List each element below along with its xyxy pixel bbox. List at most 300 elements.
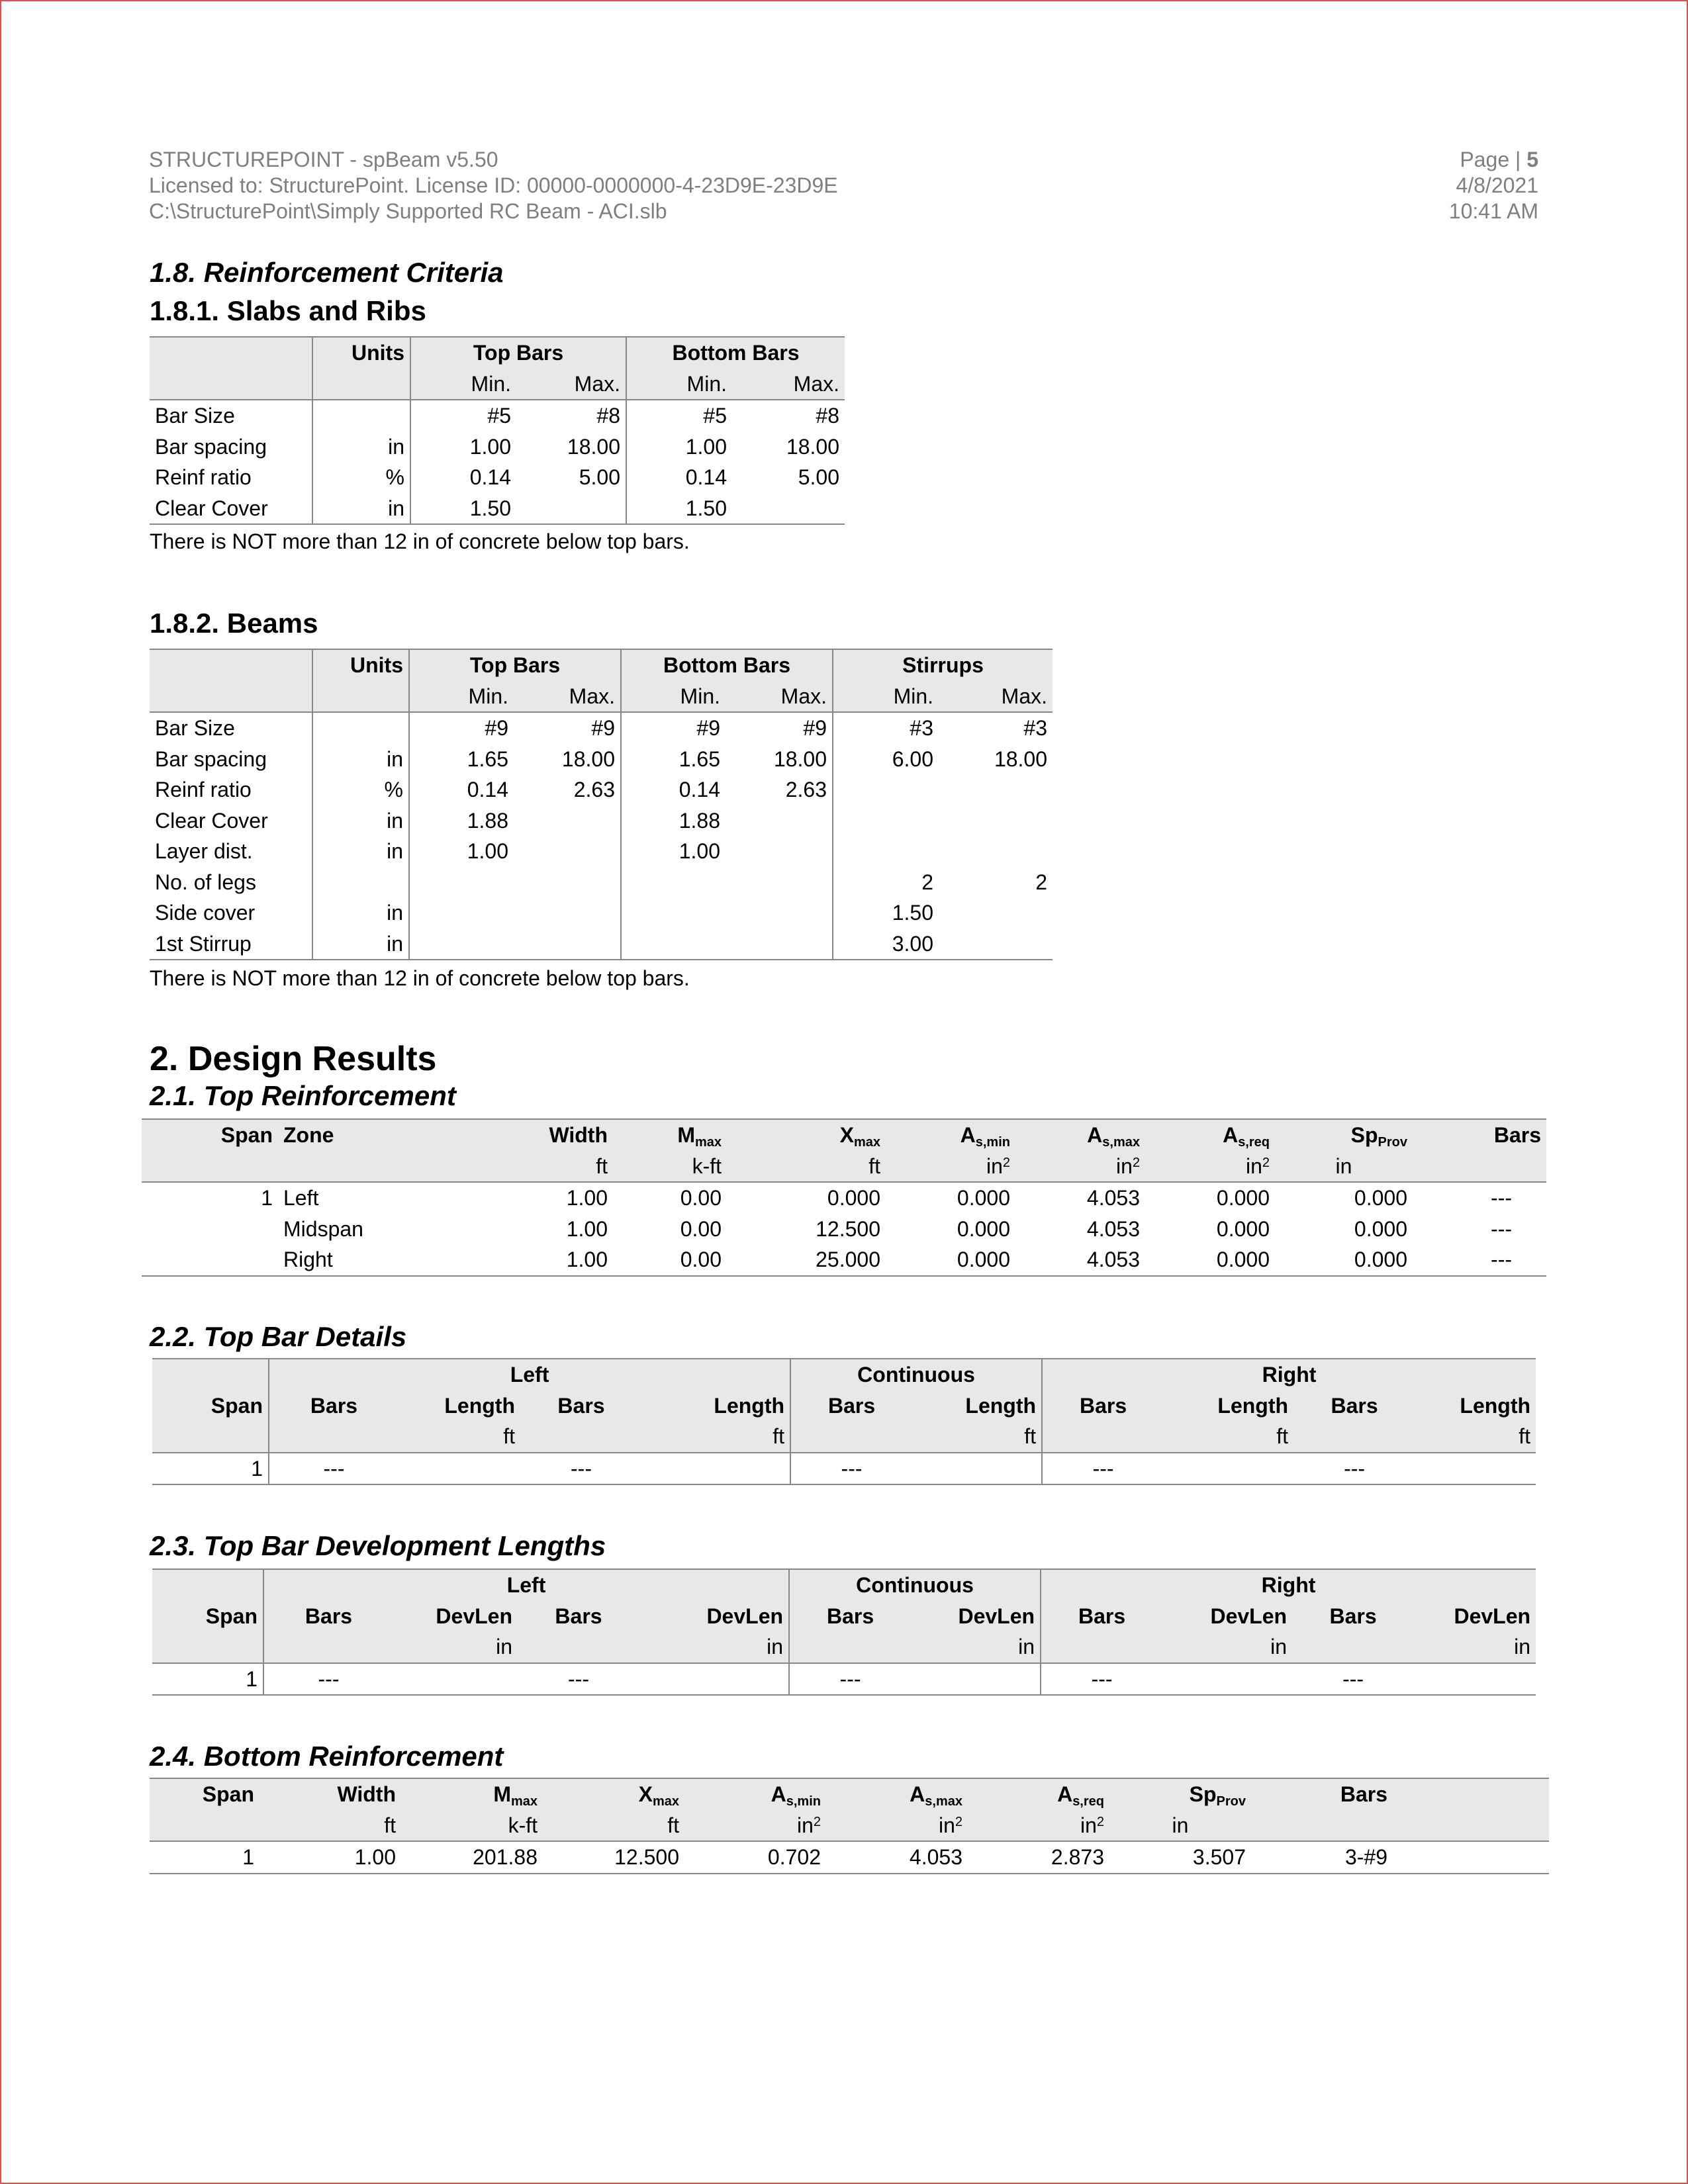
page-number: 5: [1526, 148, 1538, 171]
unit-cell: $in^2$: [1015, 1151, 1145, 1183]
unit-cell: $in^2$: [684, 1810, 826, 1842]
value-cell: 12.500: [816, 1216, 880, 1241]
section-title: 1.8. Reinforcement Criteria: [150, 257, 504, 288]
value-cell: [726, 805, 833, 837]
unit-cell: ft: [1415, 1421, 1536, 1453]
unit-cell: %: [312, 462, 410, 493]
value-cell: [642, 1453, 790, 1485]
value-cell: 1.00: [410, 432, 516, 463]
header-cell: [152, 1359, 269, 1390]
value-cell: 0.000: [827, 1186, 880, 1210]
value-cell: 0.000: [957, 1186, 1010, 1210]
value-cell: 0.000: [957, 1216, 1010, 1241]
header-cell: [1041, 1631, 1162, 1663]
header-cell: Zone: [278, 1119, 458, 1151]
value-cell: 2.63: [573, 778, 615, 802]
value-cell: 5.00: [579, 465, 620, 490]
value-cell: [726, 836, 833, 867]
header-cell: Bottom Bars: [621, 649, 833, 681]
value-cell: 0.14: [621, 774, 726, 805]
value-cell: [726, 897, 833, 929]
unit-cell: ft: [1164, 1421, 1293, 1453]
header-cell: Max.: [939, 681, 1053, 713]
document-header-right: [1449, 147, 1538, 224]
value-cell: #9: [803, 716, 827, 741]
value-cell: #8: [816, 404, 840, 428]
table-row: [150, 867, 1053, 898]
value-cell: ---: [790, 1453, 912, 1485]
section-title: 2. Design Results: [150, 1040, 437, 1078]
value-cell: 1.50: [410, 493, 516, 525]
span-cell: 1: [246, 1666, 258, 1691]
table-row: [150, 462, 845, 493]
value-cell: ---: [1491, 1248, 1512, 1272]
header-cell: [1292, 1631, 1414, 1663]
header-cell: Bars: [790, 1390, 912, 1422]
header-cell: [263, 1631, 393, 1663]
value-cell: 0.000: [1354, 1216, 1407, 1241]
value-cell: 4.053: [1086, 1248, 1140, 1272]
value-cell: [833, 774, 939, 805]
value-cell: 2: [833, 867, 939, 898]
value-cell: #3: [833, 712, 939, 744]
header-cell: $A_{s,req}$: [968, 1778, 1109, 1810]
table-row: [152, 1453, 1536, 1485]
value-cell: [399, 1453, 520, 1485]
header-cell: Min.: [626, 369, 732, 400]
header-cell: Min.: [833, 681, 939, 713]
header-cell: Width: [458, 1119, 613, 1151]
unit-cell: [1251, 1810, 1393, 1842]
header-cell: [278, 1151, 458, 1183]
header-cell: [1393, 1778, 1549, 1810]
value-cell: 0.000: [1354, 1248, 1407, 1272]
value-cell: #8: [596, 404, 620, 428]
value-cell: 1.88: [621, 805, 726, 837]
value-cell: 1.00: [354, 1845, 396, 1870]
header-date: 4/8/2021: [1456, 173, 1538, 197]
value-cell: [409, 929, 514, 960]
value-cell: ---: [269, 1453, 399, 1485]
header-cell: Min.: [621, 681, 726, 713]
header-cell: Units: [312, 337, 410, 369]
header-cell: Top Bars: [409, 649, 621, 681]
value-cell: 3.00: [833, 929, 939, 960]
value-cell: [939, 836, 1053, 867]
row-label: Clear Cover: [155, 808, 268, 833]
header-cell: [150, 369, 312, 400]
subsection-title: 1.8.1. Slabs and Ribs: [150, 295, 426, 326]
unit-cell: in: [639, 1631, 789, 1663]
header-program: STRUCTUREPOINT - spBeam v5.50: [149, 148, 498, 171]
header-cell: Span: [150, 1778, 259, 1810]
value-cell: 1.00: [566, 1186, 608, 1210]
unit-cell: in: [312, 432, 410, 463]
value-cell: [912, 1453, 1042, 1485]
header-cell: $A_{s,req}$: [1145, 1119, 1275, 1151]
unit-cell: ft: [727, 1151, 886, 1183]
value-cell: 1.65: [621, 744, 726, 775]
value-cell: [639, 1663, 789, 1696]
unit-cell: in: [312, 744, 409, 775]
value-cell: [621, 929, 726, 960]
unit-cell: ft: [399, 1421, 520, 1453]
header-cell: $A_{s,max}$: [826, 1778, 968, 1810]
value-cell: [393, 1663, 518, 1696]
value-cell: 0.14: [410, 462, 516, 493]
header-cell: $M_{max}$: [401, 1778, 543, 1810]
header-cell: [152, 1569, 263, 1601]
slabs-ribs-table: [150, 336, 845, 525]
header-cell: [1042, 1421, 1164, 1453]
span-cell: [142, 1244, 278, 1276]
value-cell: #5: [626, 400, 732, 432]
header-cell: DevLen: [1414, 1601, 1536, 1632]
table-note: There is NOT more than 12 in of concrete below top bars.: [150, 966, 690, 990]
value-cell: ---: [1491, 1216, 1512, 1241]
header-cell: Top Bars: [410, 337, 626, 369]
unit-cell: in: [312, 493, 410, 525]
value-cell: 0.00: [680, 1186, 722, 1210]
value-cell: 6.00: [833, 744, 939, 775]
table-row: [150, 897, 1053, 929]
value-cell: 1.88: [409, 805, 514, 837]
unit-cell: in: [1109, 1810, 1251, 1842]
value-cell: [726, 929, 833, 960]
header-cell: $X_{max}$: [727, 1119, 886, 1151]
header-cell: $A_{s,max}$: [1015, 1119, 1145, 1151]
value-cell: [514, 929, 621, 960]
value-cell: 2.63: [785, 778, 827, 802]
value-cell: ---: [568, 1666, 589, 1691]
header-cell: [790, 1421, 912, 1453]
unit-cell: in: [393, 1631, 518, 1663]
subsection-title: 2.1. Top Reinforcement: [150, 1080, 456, 1111]
value-cell: [911, 1663, 1041, 1696]
header-cell: Right: [1041, 1569, 1536, 1601]
table-row: [142, 1182, 1546, 1214]
table-row: [150, 805, 1053, 837]
value-cell: [939, 897, 1053, 929]
value-cell: 18.00: [773, 747, 827, 771]
value-cell: 3-#9: [1344, 1845, 1387, 1870]
value-cell: [1393, 1841, 1549, 1874]
header-cell: Span: [152, 1601, 263, 1632]
unit-cell: [312, 867, 409, 898]
value-cell: [409, 897, 514, 929]
header-cell: Bottom Bars: [626, 337, 845, 369]
unit-cell: in: [312, 805, 409, 837]
span-cell: 1: [251, 1456, 263, 1480]
header-cell: Bars: [263, 1601, 393, 1632]
value-cell: 0.14: [409, 774, 514, 805]
value-cell: ---: [1344, 1456, 1366, 1480]
page-label: Page |: [1460, 148, 1527, 171]
header-cell: [518, 1631, 639, 1663]
header-cell: DevLen: [393, 1601, 518, 1632]
header-cell: Length: [1164, 1390, 1293, 1422]
header-cell: Width: [259, 1778, 401, 1810]
span-cell: [142, 1214, 278, 1245]
value-cell: [621, 867, 726, 898]
value-cell: [514, 836, 621, 867]
value-cell: [1162, 1663, 1292, 1696]
value-cell: 18.00: [994, 747, 1048, 771]
value-cell: [514, 897, 621, 929]
table-row: [150, 493, 845, 525]
subsection-title: 2.2. Top Bar Details: [150, 1321, 407, 1352]
value-cell: ---: [263, 1663, 393, 1696]
row-label: Reinf ratio: [155, 465, 252, 490]
header-cell: [152, 1631, 263, 1663]
header-cell: [152, 1421, 269, 1453]
value-cell: 1.00: [626, 432, 732, 463]
unit-cell: k-ft: [401, 1810, 543, 1842]
header-cell: Bars: [1251, 1778, 1393, 1810]
unit-cell: ft: [543, 1810, 684, 1842]
header-cell: [150, 1810, 259, 1842]
value-cell: 18.00: [561, 747, 615, 771]
value-cell: ---: [571, 1456, 592, 1480]
span-cell: 1: [242, 1845, 254, 1870]
value-cell: 1.00: [621, 836, 726, 867]
unit-cell: ft: [259, 1810, 401, 1842]
zone-cell: Midspan: [283, 1216, 363, 1241]
unit-cell: ft: [458, 1151, 613, 1183]
value-cell: [1164, 1453, 1293, 1485]
value-cell: 1.50: [626, 493, 732, 525]
header-cell: [312, 369, 410, 400]
header-cell: [142, 1151, 278, 1183]
value-cell: [514, 867, 621, 898]
bottom-reinforcement-table: [150, 1778, 1549, 1874]
header-cell: $X_{max}$: [543, 1778, 684, 1810]
header-cell: $M_{max}$: [613, 1119, 727, 1151]
header-cell: Min.: [410, 369, 516, 400]
unit-cell: ft: [642, 1421, 790, 1453]
header-license: Licensed to: StructurePoint. License ID: 00000-0000000-4-23D9E-23D9E: [149, 173, 838, 197]
table-row: [150, 836, 1053, 867]
table-row: [142, 1244, 1546, 1276]
header-cell: Max.: [516, 369, 626, 400]
value-cell: [514, 805, 621, 837]
value-cell: 5.00: [798, 465, 840, 490]
header-cell: Bars: [1413, 1119, 1546, 1151]
header-cell: Right: [1042, 1359, 1536, 1390]
table-note: There is NOT more than 12 in of concrete below top bars.: [150, 529, 690, 553]
zone-cell: Left: [283, 1186, 319, 1210]
header-cell: Bars: [1042, 1390, 1164, 1422]
unit-cell: [312, 400, 410, 432]
table-row: [152, 1663, 1536, 1696]
header-cell: [150, 337, 312, 369]
value-cell: 2: [1035, 870, 1048, 894]
value-cell: 0.00: [680, 1216, 722, 1241]
subsection-title: 2.3. Top Bar Development Lengths: [150, 1530, 606, 1561]
zone-cell: Right: [283, 1248, 333, 1272]
value-cell: [833, 836, 939, 867]
header-cell: Max.: [726, 681, 833, 713]
row-label: Reinf ratio: [155, 778, 252, 802]
header-cell: Left: [263, 1569, 789, 1601]
header-cell: DevLen: [911, 1601, 1041, 1632]
value-cell: 1.00: [409, 836, 514, 867]
header-cell: $A_{s,min}$: [886, 1119, 1015, 1151]
top-reinforcement-table: [142, 1118, 1546, 1277]
unit-cell: k-ft: [613, 1151, 727, 1183]
value-cell: [833, 805, 939, 837]
header-cell: $Sp_{Prov}$: [1109, 1778, 1251, 1810]
header-time: 10:41 AM: [1448, 199, 1538, 223]
beams-criteria-table: [150, 649, 1053, 960]
development-lengths-table: [152, 1569, 1536, 1696]
unit-cell: [1413, 1151, 1546, 1183]
table-row: [142, 1214, 1546, 1245]
value-cell: #9: [621, 712, 726, 744]
value-cell: ---: [789, 1663, 911, 1696]
header-cell: Max.: [732, 369, 845, 400]
value-cell: 0.000: [1216, 1186, 1270, 1210]
value-cell: [621, 897, 726, 929]
header-cell: Bars: [1293, 1390, 1415, 1422]
row-label: 1st Stirrup: [155, 931, 252, 956]
unit-cell: $in^2$: [886, 1151, 1015, 1183]
top-bar-details-table: [152, 1358, 1536, 1485]
header-cell: $Sp_{Prov}$: [1275, 1119, 1413, 1151]
value-cell: #9: [409, 712, 514, 744]
header-cell: Length: [642, 1390, 790, 1422]
header-cell: [1293, 1421, 1415, 1453]
unit-cell: in: [312, 836, 409, 867]
value-cell: 201.88: [473, 1845, 538, 1870]
unit-cell: $in^2$: [826, 1810, 968, 1842]
unit-cell: ft: [912, 1421, 1042, 1453]
table-row: [150, 712, 1053, 744]
header-cell: Continuous: [789, 1569, 1041, 1601]
value-cell: 4.053: [1086, 1186, 1140, 1210]
header-cell: Bars: [789, 1601, 911, 1632]
header-cell: $A_{s,min}$: [684, 1778, 826, 1810]
table-row: [150, 1841, 1549, 1874]
value-cell: 1.00: [566, 1216, 608, 1241]
subsection-title: 1.8.2. Beams: [150, 608, 318, 639]
header-cell: [150, 681, 312, 713]
value-cell: 2.873: [1051, 1845, 1104, 1870]
header-cell: DevLen: [639, 1601, 789, 1632]
table-row: [150, 774, 1053, 805]
header-cell: Length: [1415, 1390, 1536, 1422]
header-cell: [520, 1421, 642, 1453]
unit-cell: in: [911, 1631, 1041, 1663]
header-cell: Span: [142, 1119, 278, 1151]
unit-cell: in: [1162, 1631, 1292, 1663]
page-indicator: [1449, 147, 1538, 173]
unit-cell: %: [312, 774, 409, 805]
header-cell: Continuous: [790, 1359, 1042, 1390]
header-cell: Bars: [518, 1601, 639, 1632]
header-cell: [312, 681, 409, 713]
header-cell: Stirrups: [833, 649, 1053, 681]
row-label: Bar Size: [155, 404, 235, 428]
header-cell: Min.: [409, 681, 514, 713]
value-cell: #3: [1023, 716, 1048, 741]
header-cell: Left: [269, 1359, 790, 1390]
header-cell: [789, 1631, 911, 1663]
value-cell: 1.50: [833, 897, 939, 929]
value-cell: 25.000: [816, 1248, 880, 1272]
value-cell: #5: [410, 400, 516, 432]
table-row: [150, 929, 1053, 960]
subsection-title: 2.4. Bottom Reinforcement: [150, 1741, 504, 1772]
header-cell: Bars: [269, 1390, 399, 1422]
unit-cell: $in^2$: [968, 1810, 1109, 1842]
value-cell: ---: [1042, 1453, 1164, 1485]
value-cell: [1415, 1453, 1536, 1485]
unit-cell: $in^2$: [1145, 1151, 1275, 1183]
value-cell: ---: [1491, 1186, 1512, 1210]
unit-cell: in: [312, 929, 409, 960]
value-cell: #9: [591, 716, 615, 741]
value-cell: 18.00: [786, 434, 840, 459]
row-label: Bar spacing: [155, 747, 267, 771]
value-cell: ---: [1041, 1663, 1162, 1696]
header-cell: DevLen: [1162, 1601, 1292, 1632]
header-cell: Span: [152, 1390, 269, 1422]
row-label: Side cover: [155, 901, 256, 925]
unit-cell: [1393, 1810, 1549, 1842]
value-cell: 0.702: [767, 1845, 821, 1870]
unit-cell: in: [1275, 1151, 1413, 1183]
value-cell: 12.500: [614, 1845, 679, 1870]
value-cell: [939, 774, 1053, 805]
header-cell: [150, 649, 312, 681]
value-cell: [939, 805, 1053, 837]
row-label: Layer dist.: [155, 839, 253, 864]
value-cell: 0.000: [1354, 1186, 1407, 1210]
span-cell: 1: [261, 1186, 273, 1210]
value-cell: [732, 493, 845, 525]
table-row: [150, 744, 1053, 775]
value-cell: [516, 493, 626, 525]
unit-cell: in: [312, 897, 409, 929]
document-header: [149, 147, 838, 224]
value-cell: 1.65: [409, 744, 514, 775]
row-label: Clear Cover: [155, 496, 268, 520]
value-cell: 0.14: [626, 462, 732, 493]
value-cell: 0.000: [957, 1248, 1010, 1272]
row-label: Bar Size: [155, 716, 235, 741]
header-cell: Units: [312, 649, 409, 681]
header-cell: Bars: [520, 1390, 642, 1422]
row-label: Bar spacing: [155, 434, 267, 459]
header-file-path: C:\StructurePoint\Simply Supported RC Beam - ACI.slb: [149, 199, 667, 223]
value-cell: 0.000: [1216, 1248, 1270, 1272]
header-cell: Max.: [514, 681, 621, 713]
header-cell: [269, 1421, 399, 1453]
header-cell: Bars: [1292, 1601, 1414, 1632]
value-cell: 1.00: [566, 1248, 608, 1272]
unit-cell: in: [1414, 1631, 1536, 1663]
header-cell: Length: [912, 1390, 1042, 1422]
value-cell: 18.00: [567, 434, 620, 459]
value-cell: [939, 929, 1053, 960]
value-cell: [409, 867, 514, 898]
value-cell: 0.000: [1216, 1216, 1270, 1241]
value-cell: [1414, 1663, 1536, 1696]
table-row: [150, 432, 845, 463]
value-cell: 4.053: [1086, 1216, 1140, 1241]
row-label: No. of legs: [155, 870, 256, 894]
